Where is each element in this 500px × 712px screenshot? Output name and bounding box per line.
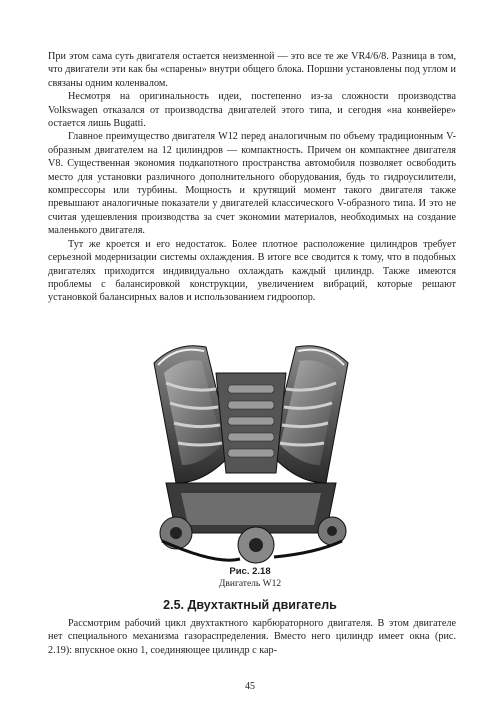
paragraph-3: Главное преимущество двигателя W12 перед аналогичным по объему традиционным V-образным двигателем на 12 цилиндров — компактность. Причем он компактнее двигателя V8. Существенная экономия подкапотного пространства автомобиля позволяет освободить место для установки различного дополнительного оборудования, будь то гидроусилители, компрессоры или турбины. Мощность и крутящий момент такого двигателя также превышают аналогичные показатели у двигателей классического V-образного типа. И это не считая удешевления производства за счет экономии материалов, необходимых на создание маленького двигателя. (48, 131, 456, 237)
section-body-text (48, 617, 456, 657)
section-heading: 2.5. Двухтактный двигатель (163, 598, 337, 612)
paragraph-2: Несмотря на оригинальность идеи, постепенно из-за сложности производства Volkswagen отказался от производства двигателей этого типа, и сегодня «на конвейере» остается лишь Bugatti. (48, 91, 456, 130)
w12-engine-figure (136, 333, 366, 565)
paragraph-4: Тут же кроется и его недостаток. Более плотное расположение цилиндров требует серьезной модернизации системы охлаждения. В итоге все сводится к тому, что в подобных двигателях приходится индивидуально охлаждать каждый цилиндр. Также имеются проблемы с балансировкой конструкции, увеличением вибраций, которые решают установкой балансирных валов и использованием гидроопор. (48, 238, 456, 304)
paragraph-1: При этом сама суть двигателя остается неизменной — это все те же VR4/6/8. Разница в том, что двигатели эти как бы «спарены» внутри общего блока. Поршни установлены под углом и связаны одним коленвалом. (48, 51, 456, 89)
engine-illustration (136, 333, 366, 565)
page-number: 45 (245, 681, 255, 692)
figure-caption: Двигатель W12 (218, 579, 282, 589)
body-text (48, 50, 456, 305)
section-paragraph: Рассмотрим рабочий цикл двухтактного карбюраторного двигателя. В этом двигателе нет специального механизма газораспределения. Вместо него цилиндр имеет окна (рис. 2.19): впускное окно 1, соединяющее цилиндр с кар- (48, 618, 456, 656)
figure-number: Рис. 2.18 (229, 566, 271, 577)
